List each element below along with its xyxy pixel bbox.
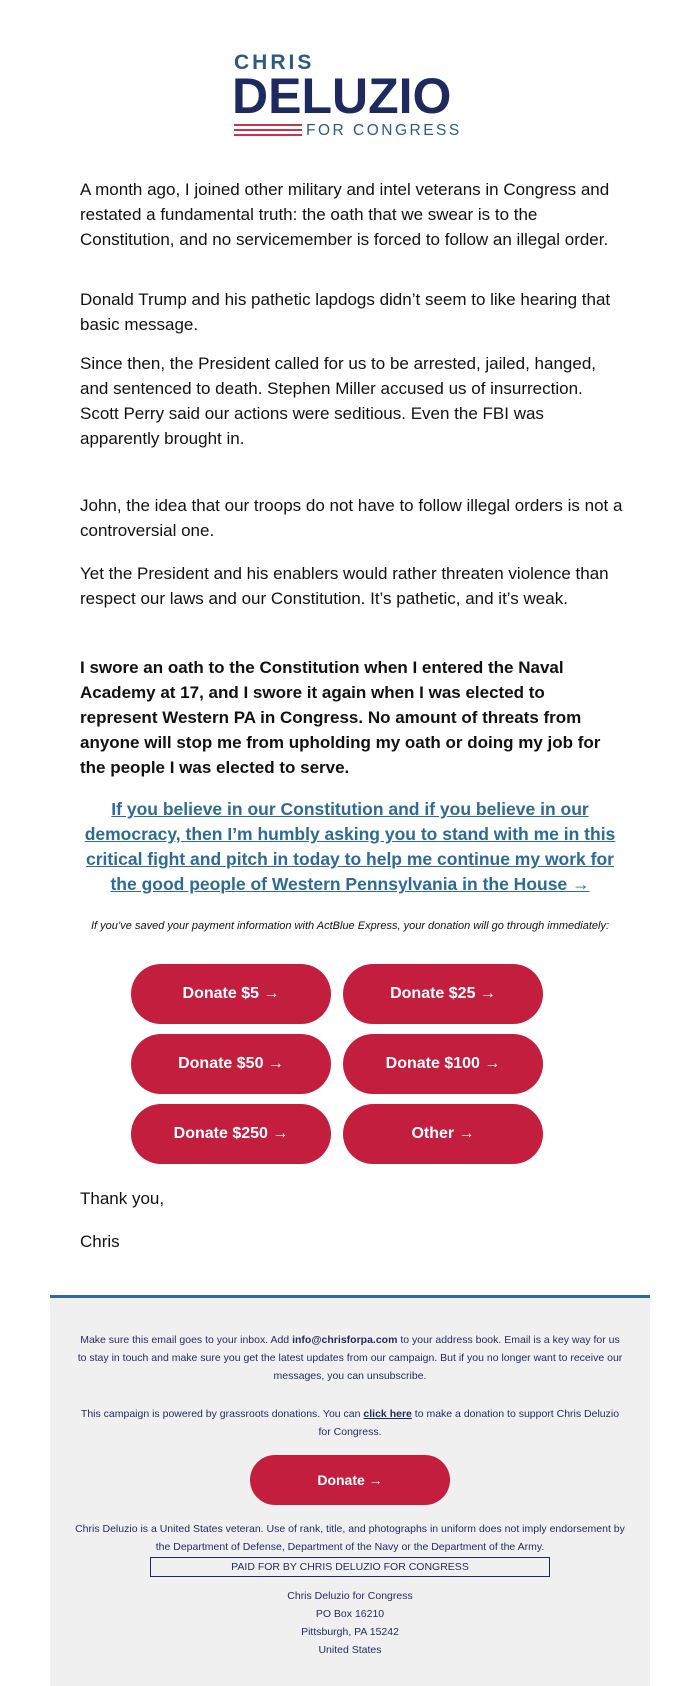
paid-for-by-box: PAID FOR BY CHRIS DELUZIO FOR CONGRESS bbox=[150, 1557, 550, 1577]
donate-5-button[interactable]: Donate $5 → bbox=[131, 964, 331, 1024]
footer-inbox-notice bbox=[75, 1331, 625, 1385]
actblue-express-note: If you’ve saved your payment information with ActBlue Express, your donation will go through immediately: bbox=[90, 920, 610, 932]
footer-powered-pre: This campaign is powered by grassroots donations. You can bbox=[80, 1408, 364, 1420]
donate-cta-link[interactable]: If you believe in our Constitution and if you believe in our democracy, then I’m humbly asking you to stand with me in this critical fight and pitch in today to help me continue my work for the good people of Western Pennsylvania in the House → bbox=[84, 799, 616, 894]
signoff-name: Chris bbox=[80, 1232, 120, 1251]
footer-donate-button[interactable]: Donate → bbox=[250, 1455, 450, 1505]
footer-click-here-link[interactable]: click here bbox=[363, 1408, 412, 1420]
donate-100-button[interactable]: Donate $100 → bbox=[343, 1034, 543, 1094]
footer-grassroots-notice bbox=[75, 1405, 625, 1441]
footer-veteran-disclaimer: Chris Deluzio is a United States veteran. Use of rank, title, and photographs in uniform does not imply endorsement by the Department of Defense, Department of the Navy or the Department of the Army. bbox=[75, 1523, 625, 1553]
paragraph-3: Since then, the President called for us to be arrested, jailed, hanged, and sentenced to death. Stephen Miller accused us of insurrection. Scott Perry said our actions were seditious. Even the FBI was apparently brought in. bbox=[80, 354, 596, 448]
footer-email-address: info@chrisforpa.com bbox=[292, 1334, 398, 1346]
signoff-thanks: Thank you, bbox=[80, 1189, 165, 1208]
paragraph-1: A month ago, I joined other military and intel veterans in Congress and restated a fundamental truth: the oath that we swear is to the Constitution, and no servicemember is forced to follow an illegal order. bbox=[80, 180, 610, 249]
donate-250-button[interactable]: Donate $250 → bbox=[131, 1104, 331, 1164]
footer-powered-post: to make a donation to support Chris Deluzio for Congress. bbox=[318, 1408, 620, 1438]
address-line-country: United States bbox=[318, 1644, 382, 1656]
logo-last-name: DELUZIO bbox=[232, 68, 452, 124]
paragraph-oath-bold: I swore an oath to the Constitution when I entered the Naval Academy at 17, and I swore it again when I was elected to represent Western PA in Congress. No amount of threats from anyone will stop me from upholding my oath or doing my job for the people I was elected to serve. bbox=[80, 658, 601, 777]
footer-inbox-post: to your address book. Email is a key way for us to stay in touch and make sure you get the latest updates from our campaign. But if you no longer want to receive our messages, you can unsubscribe. bbox=[77, 1334, 623, 1382]
paragraph-2: Donald Trump and his pathetic lapdogs didn’t seem to like hearing that basic message. bbox=[80, 290, 611, 334]
paragraph-5: Yet the President and his enablers would rather threaten violence than respect our laws and our Constitution. It’s pathetic, and it’s weak. bbox=[80, 564, 609, 608]
logo-tagline: FOR CONGRESS bbox=[306, 122, 462, 139]
paragraph-4: John, the idea that our troops do not have to follow illegal orders is not a controversial one. bbox=[80, 496, 623, 540]
address-line-org: Chris Deluzio for Congress bbox=[287, 1590, 413, 1602]
email-footer bbox=[50, 1295, 650, 1686]
donate-25-button[interactable]: Donate $25 → bbox=[343, 964, 543, 1024]
logo-stripes-icon bbox=[234, 124, 302, 138]
address-line-pobox: PO Box 16210 bbox=[315, 1608, 385, 1620]
address-line-city: Pittsburgh, PA 15242 bbox=[301, 1626, 399, 1638]
campaign-logo bbox=[234, 52, 474, 140]
donate-other-button[interactable]: Other → bbox=[343, 1104, 543, 1164]
logo-first-name: CHRIS bbox=[234, 51, 315, 74]
footer-inbox-pre: Make sure this email goes to your inbox. Add bbox=[80, 1334, 293, 1346]
donate-50-button[interactable]: Donate $50 → bbox=[131, 1034, 331, 1094]
